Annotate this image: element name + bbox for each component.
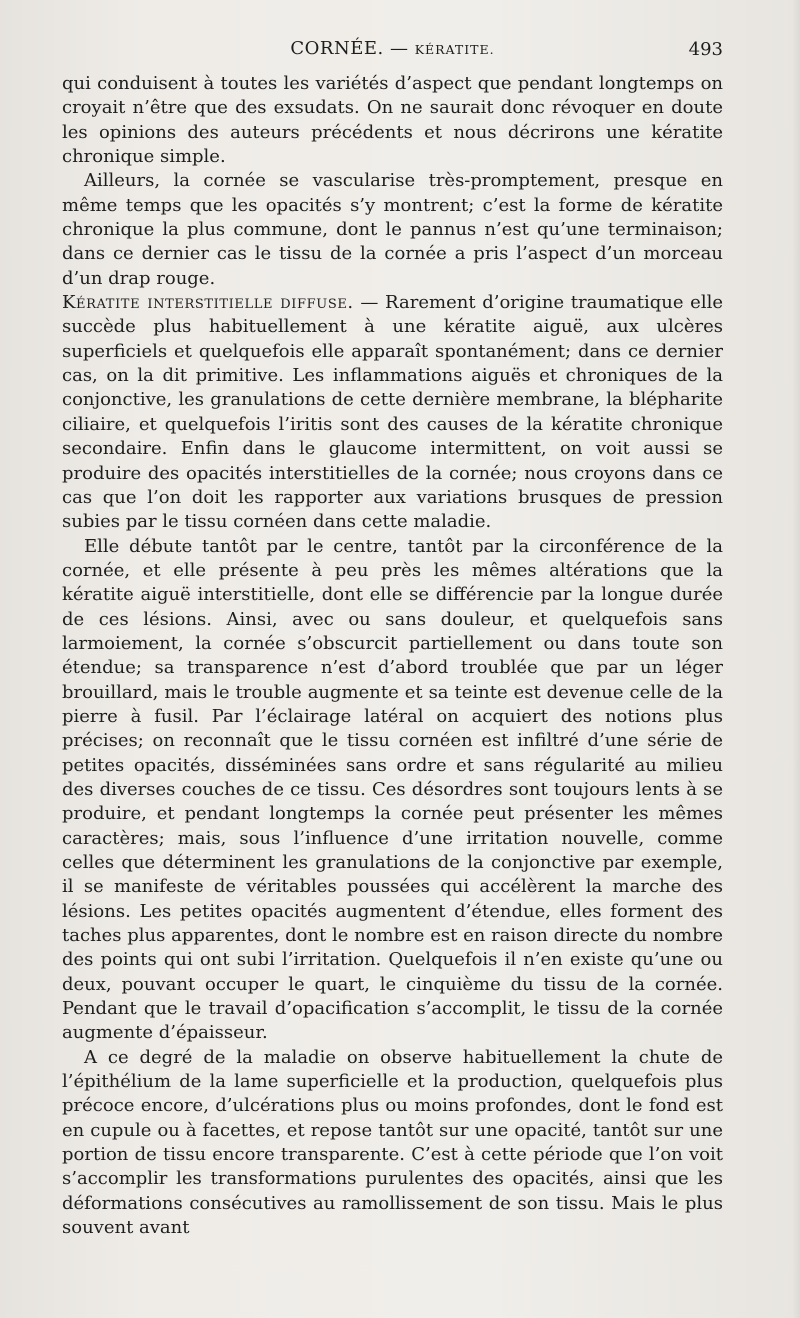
page-number: 493 [688,39,723,60]
body-text [62,72,723,1241]
paragraph-3-text: — Rarement d’origine traumatique elle succède plus habituellement à une kératite aiguë, aux ulcères superficiels et quelquefois elle apparaît spontanément; dans ce dernier cas, on la dit primitive. Les inflammations aiguës et chroniques de la conjonctive, les granulations de cette dernière membrane, la blépharite ciliaire, et quelquefois l’iritis sont des causes de la kératite chronique secondaire. Enfin dans le glaucome intermittent, on voit aussi se produire des opacités interstitielles de la cornée; nous croyons dans ce cas que l’on doit les rapporter aux variations brusques de pression subies par le tissu cornéen dans cette maladie. [62,292,723,533]
section-heading: Kératite interstitielle diffuse. [62,292,354,314]
running-title [62,38,723,59]
paragraph-3 [62,291,723,534]
section-title: KÉRATITE. [414,42,495,57]
title-dash: — [389,38,409,59]
chapter-title: CORNÉE. [290,38,384,59]
paragraph-5: A ce degré de la maladie on observe habituellement la chute de l’épithélium de la lame superficielle et la production, quelquefois plus précoce encore, d’ulcérations plus ou moins profondes, dont le fond est en cupule ou à facettes, et repose tantôt sur une opacité, tantôt sur une portion de tissu encore transparente. C’est à cette période que l’on voit s’accomplir les transformations purulentes des opacités, ainsi que les déformations consécutives au ramollissement de son tissu. Mais le plus souvent avant [62,1046,723,1239]
page-edge-shadow [792,0,800,1318]
paragraph-2: Ailleurs, la cornée se vascularise très-promptement, presque en même temps que les opacités s’y montrent; c’est la forme de kératite chronique la plus commune, dont le pannus n’est qu’une terminaison; dans ce dernier cas le tissu de la cornée a pris l’aspect d’un morceau d’un drap rouge. [62,170,723,289]
paragraph-1: qui conduisent à toutes les variétés d’aspect que pendant longtemps on croyait n’être que des exsudats. On ne saurait donc révoquer en doute les opinions des auteurs précédents et nous décrirons une kératite chronique simple. [62,73,723,168]
running-head [62,38,723,66]
paragraph-4: Elle débute tantôt par le centre, tantôt par la circonférence de la cornée, et elle présente à peu près les mêmes altérations que la kératite aiguë interstitielle, dont elle se différencie par la longue durée de ces lésions. Ainsi, avec ou sans douleur, et quelquefois sans larmoiement, la cornée s’obscurcit partiellement ou dans toute son étendue; sa transparence n’est d’abord troublée que par un léger brouillard, mais le trouble augmente et sa teinte est devenue celle de la pierre à fusil. Par l’éclairage latéral on acquiert des notions plus précises; on reconnaît que le tissu cornéen est infiltré d’une série de petites opacités, disséminées sans ordre et sans régularité au milieu des diverses couches de ce tissu. Ces désordres sont toujours lents à se produire, et pendant longtemps la cornée peut présenter les mêmes caractères; mais, sous l’influence d’une irritation nouvelle, comme celles que déterminent les granulations de la conjonctive par exemple, il se manifeste de véritables poussées qui accélèrent la marche des lésions. Les petites opacités augmentent d’étendue, elles forment des taches plus apparentes, dont le nombre est en raison directe du nombre des points qui ont subi l’irritation. Quelquefois il n’en existe qu’une ou deux, pouvant occuper le quart, le cinquième du tissu de la cornée. Pendant que le travail d’opacification s’accomplit, le tissu de la cornée augmente d’épaisseur. [62,535,723,1044]
